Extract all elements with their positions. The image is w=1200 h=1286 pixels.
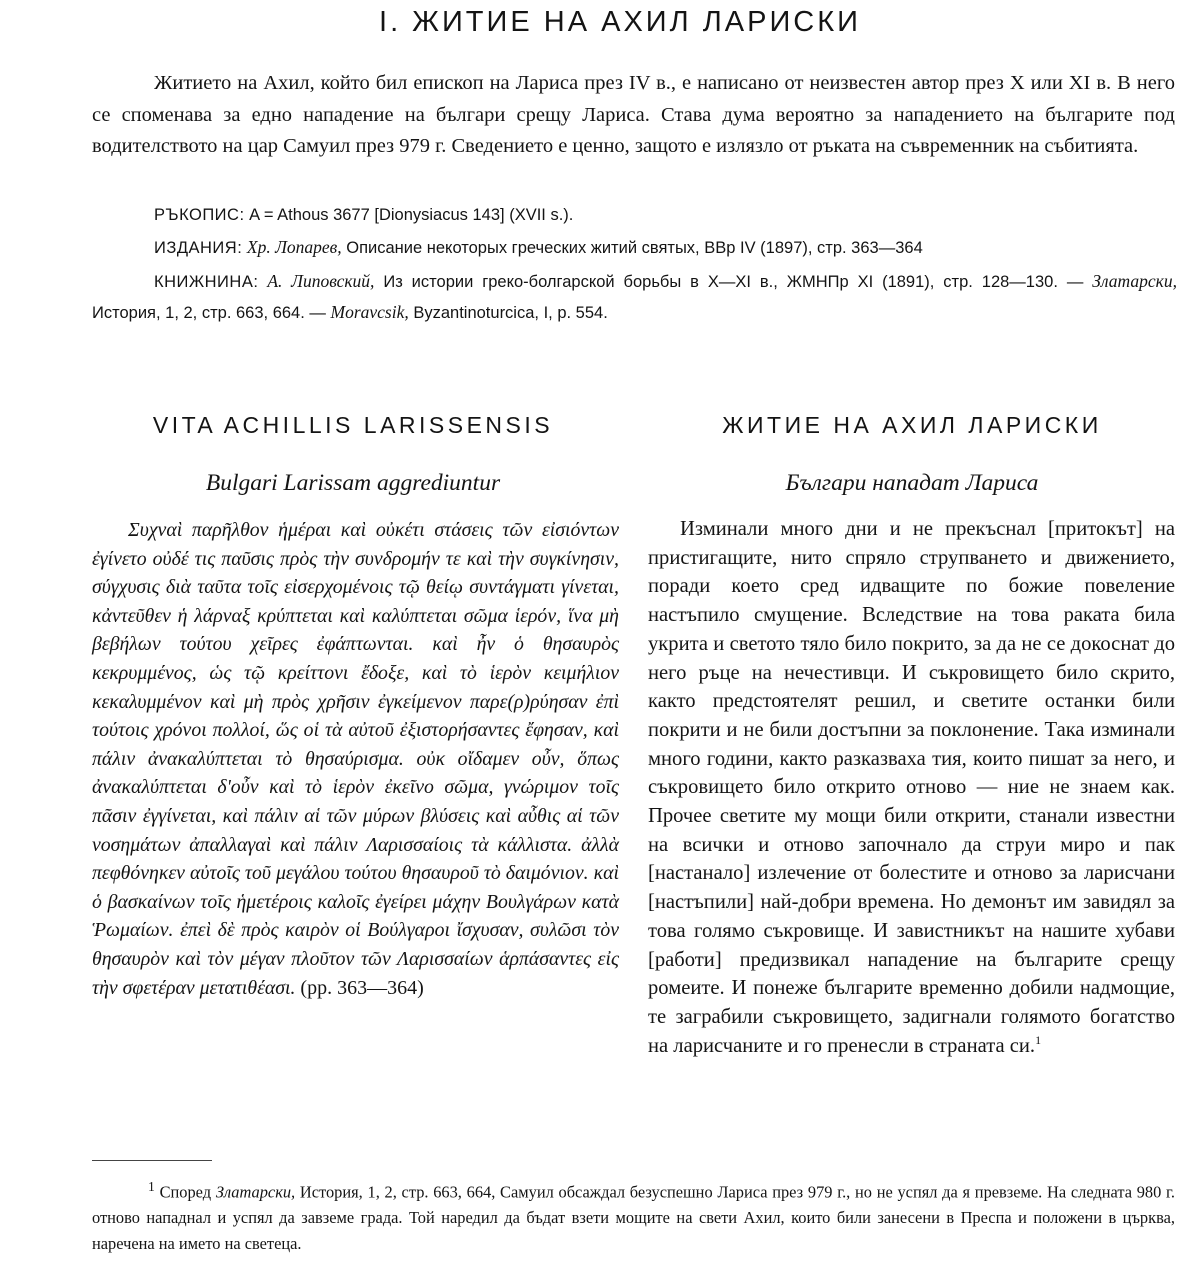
footnote-number: 1 xyxy=(148,1179,155,1194)
latin-column-subheading: Bulgari Larissam aggrediuntur xyxy=(205,470,501,496)
literature-text-3: Byzantinoturcica, I, p. 554. xyxy=(413,304,608,322)
literature-text-2: История, 1, 2, стр. 663, 664. — xyxy=(92,304,326,322)
page-title: I. ЖИТИЕ НА АХИЛ ЛАРИСКИ xyxy=(379,6,861,38)
bulgarian-body: Изминали много дни и не прекъснал [притокът] на пристигащите, нито спряло струпването и движението, поради което сред идващите по божие повеление настъпило смущение. Вследствие на това раката била укрита и светото тяло било покрито, за да не се докоснат до него ръце на нечестивци. И съкровището било скрито, както предстоятелят решил, и светите останки били покрити и не били достъпни за поклонение. Така изминали много години, както разказваха тия, които пишат за него, и съкровището било открито отново — ние не знаем как. Прочее светите му мощи били открити, станали известни на всички и отново започнало да струи миро и пак [настанало] излечение от болестите и отново за ларисчани [настъпили] най-добри времена. Но демонът им завидял за това голямо съкровище. И завистникът на нашите хубави [работи] предизвикал нападение на българите срещу ромеите. И понеже българите временно добили надмощие, те заграбили съкровището, задигнали голямото богатство на ларисчаните и го пренесли в страната си. xyxy=(648,518,1175,1057)
manuscript-text: A = Athous 3677 [Dionysiacus 143] (XVII s.). xyxy=(249,206,574,224)
footnote-mark[interactable]: 1 xyxy=(1035,1032,1042,1047)
literature-author-3: Moravcsik, xyxy=(330,302,409,322)
intro-paragraph: Житието на Ахил, който бил епископ на Лариса през IV в., е написано от неизвестен автор през X или XI в. В него се споменава за едно нападение на българи срещу Лариса. Става дума вероятно за нападението на българите под водителството на цар Самуил през 979 г. Сведението е ценно, защото е излязло от ръката на съвременник на събитията. xyxy=(92,72,1175,157)
greek-body: Συχναὶ παρῆλθον ἡμέραι καὶ οὐκέτι στάσεις τῶν εἰσιόντων ἐγίνετο οὐδέ τις παῦσις πρὸς τὴν συνδρομήν τε καὶ τὴν συγκίνησιν, σύγχυσις διὰ ταῦτα τοῖς εἰσερχομένοις τῷ θείῳ συντάγματι γίνεται, κἀντεῦθεν ἡ λάρναξ κρύπτεται καὶ καλύπτεται σῶμα ἱερόν, ἵνα μὴ βεβήλων τούτου χεῖρες ἐφάπτωνται. καὶ ἦν ὁ θησαυρὸς κεκρυμμένος, ὡς τῷ κρείττονι ἔδοξε, καὶ τὸ ἱερὸν κειμήλιον κεκαλυμμένον καὶ μὴ πρὸς χρῆσιν ἐγκείμενον παρε(ρ)ρύησαν ἐπὶ τούτοις χρόνοι πολλοί, ὥς οἱ τὰ αὐτοῦ ἐξιστορήσαντες ἔφησαν, καὶ πάλιν ἀνακαλύπτεται τὸ θησαύρισμα. οὐκ οἴδαμεν οὖν, ὅπως ἀνακαλύπτεται δ'οὖν καὶ τὸ ἱερὸν ἐκεῖνο σῶμα, γνώριμον τοῖς πᾶσιν ἐγγίνεται, καὶ πάλιν αἱ τῶν μύρων βλύσεις καὶ αὖθις αἱ τῶν νοσημάτων ἀπαλλαγαὶ καὶ πάλιν Λαρισσαίοις τὰ κάλλιστα. ἀλλὰ πεφθόνηκεν αὐτοῖς τοῦ μεγάλου τούτου θησαυροῦ τὸ δαιμόνιον. καὶ ὁ βασκαίνων τοῖς ἡμετέροις καλοῖς ἐγείρει μάχην Βουλγάρων κατὰ Ῥωμαίων. ἐπεὶ δὲ πρὸς καιρὸν οἱ Βούλγαροι ἴσχυσαν, συλῶσι τὸν θησαυρὸν καὶ τὸν μέγαν πλοῦτον τῶν Λαρισσαίων ἁρπάσαντες εἰς τὴν σφετέραν μετατιθέασι. xyxy=(92,519,619,999)
literature-block xyxy=(92,266,1177,328)
editions-label: ИЗДАНИЯ: xyxy=(154,239,243,257)
bulgarian-translation xyxy=(648,515,1175,1060)
manuscript-label: РЪКОПИС: xyxy=(154,206,245,224)
manuscript-line xyxy=(92,200,1177,230)
editions-line xyxy=(92,232,1177,263)
literature-author-2: Златарски, xyxy=(1092,271,1177,291)
footnote xyxy=(92,1174,1175,1257)
literature-label: КНИЖНИНА: xyxy=(154,273,259,291)
greek-text xyxy=(92,516,619,1002)
footnote-author: Златарски, xyxy=(215,1182,296,1202)
editions-text: Описание некоторых греческих житий святых, ВВр IV (1897), стр. 363—364 xyxy=(346,239,923,257)
footnote-text-2: История, 1, 2, стр. 663, 664, Самуил обсаждал безуспешно Лариса през 979 г., но не успял да я превземе. На следната 980 г. отново нападнал и успял да завземе града. Той наредил да бъдат взети мощите на свети Ахил, които били занесени в Преспа и положени в църква, наречена на името на светеца. xyxy=(92,1182,1176,1253)
footnote-text-1: Според xyxy=(159,1182,212,1202)
footnote-divider xyxy=(92,1160,212,1161)
greek-page-ref: (pp. 363—364) xyxy=(300,976,424,999)
literature-text-1: Из истории греко-болгарской борьбы в X—XI в., ЖМНПр XI (1891), стр. 128—130. — xyxy=(383,273,1084,291)
bulgarian-column-heading: ЖИТИЕ НА АХИЛ ЛАРИСКИ xyxy=(722,412,1102,438)
bulgarian-column-subheading: Българи нападат Лариса xyxy=(785,470,1039,496)
editions-author: Хр. Лопарев, xyxy=(246,237,342,257)
latin-column-heading: VITA ACHILLIS LARISSENSIS xyxy=(152,412,554,438)
literature-author-1: А. Липовский, xyxy=(267,271,375,291)
